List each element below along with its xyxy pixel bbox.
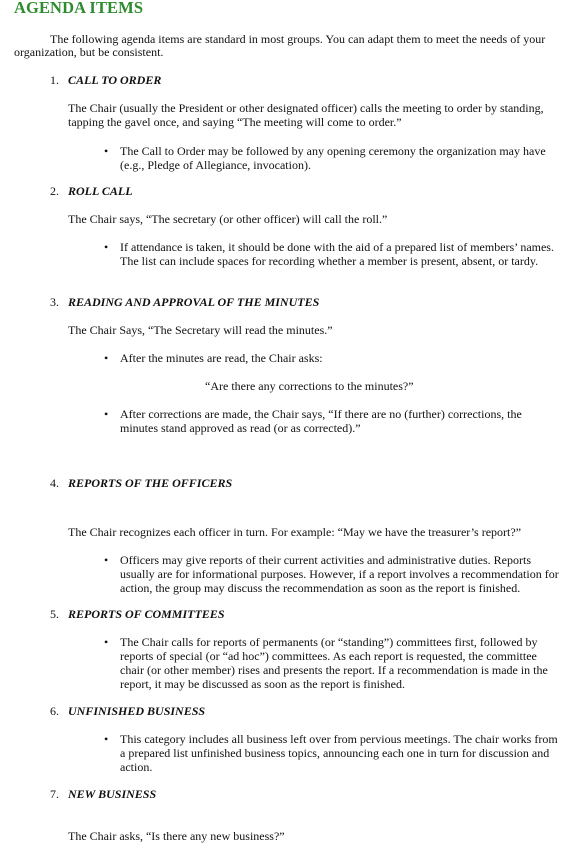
section-paragraph: The Chair (usually the President or other designated officer) calls the meeting to order by standing, tapping the gavel once, and saying “The meeting will come to order.” bbox=[68, 101, 544, 129]
section-paragraph: The Chair says, “The secretary (or other officer) will call the roll.” bbox=[68, 212, 388, 226]
section-paragraph: The Chair asks, “Is there any new business?” bbox=[68, 829, 285, 843]
section-number: 6. bbox=[50, 704, 59, 718]
section-paragraph: The Chair recognizes each officer in turn. For example: “May we have the treasurer’s report?” bbox=[68, 525, 522, 539]
section-number: 1. bbox=[50, 73, 59, 87]
section-number: 5. bbox=[50, 607, 59, 621]
quoted-question: “Are there any corrections to the minutes?” bbox=[205, 379, 414, 393]
section-number: 2. bbox=[50, 184, 59, 198]
bullet-text: After the minutes are read, the Chair asks: bbox=[120, 351, 323, 365]
section-heading-roll-call bbox=[50, 184, 133, 198]
bullet-icon: • bbox=[104, 407, 109, 421]
bullet-icon: • bbox=[104, 553, 109, 567]
bullet-icon: • bbox=[104, 240, 109, 254]
bullet-icon: • bbox=[104, 732, 109, 746]
section-heading-new-business bbox=[50, 787, 156, 801]
bullet-text: This category includes all business left over from pervious meetings. The chair works from a prepared list unfinished business topics, announcing each one in turn for discussion and action. bbox=[120, 732, 558, 774]
bullet-text: The Call to Order may be followed by any opening ceremony the organization may have (e.g., Pledge of Allegiance, invocation). bbox=[120, 144, 546, 172]
bullet-text: After corrections are made, the Chair says, “If there are no (further) corrections, the minutes stand approved as read (or as corrected).” bbox=[120, 407, 522, 435]
section-number: 3. bbox=[50, 295, 59, 309]
bullet-text: The Chair calls for reports of permanents (or “standing”) committees first, followed by reports of special (or “ad hoc”) committees. As each report is requested, the committee chair (or other member) rises and presents the report. If a recommendation is made in the report, it may be discussed as soon as the report is finished. bbox=[120, 635, 548, 691]
section-paragraph: The Chair Says, “The Secretary will read the minutes.” bbox=[68, 323, 333, 337]
section-number: 7. bbox=[50, 787, 59, 801]
section-heading-minutes bbox=[50, 295, 319, 309]
bullet-text: If attendance is taken, it should be done with the aid of a prepared list of members’ names. The list can include spaces for recording whether a member is present, absent, or tardy. bbox=[120, 240, 554, 268]
section-title: ROLL CALL bbox=[68, 184, 133, 198]
page-title: AGENDA ITEMS bbox=[14, 0, 144, 17]
section-title: REPORTS OF COMMITTEES bbox=[68, 607, 225, 621]
bullet-icon: • bbox=[104, 635, 109, 649]
section-heading-committees bbox=[50, 607, 225, 621]
section-heading-unfinished-business bbox=[50, 704, 205, 718]
section-number: 4. bbox=[50, 476, 59, 490]
section-title: UNFINISHED BUSINESS bbox=[68, 704, 206, 718]
section-heading-call-to-order bbox=[50, 73, 161, 87]
bullet-icon: • bbox=[104, 351, 109, 365]
section-title: REPORTS OF THE OFFICERS bbox=[68, 476, 233, 490]
section-heading-officers bbox=[50, 476, 232, 490]
bullet-text: Officers may give reports of their current activities and administrative duties. Reports usually are for informational purposes. However, if a report involves a recommendation for action, the group may discuss the recommendation as soon as the report is finished. bbox=[120, 553, 559, 595]
intro-paragraph: The following agenda items are standard in most groups. You can adapt them to meet the needs of your organization, but be consistent. bbox=[14, 32, 546, 59]
section-title: NEW BUSINESS bbox=[68, 787, 157, 801]
bullet-icon: • bbox=[104, 144, 109, 158]
section-title: READING AND APPROVAL OF THE MINUTES bbox=[68, 295, 320, 309]
section-title: CALL TO ORDER bbox=[68, 73, 162, 87]
